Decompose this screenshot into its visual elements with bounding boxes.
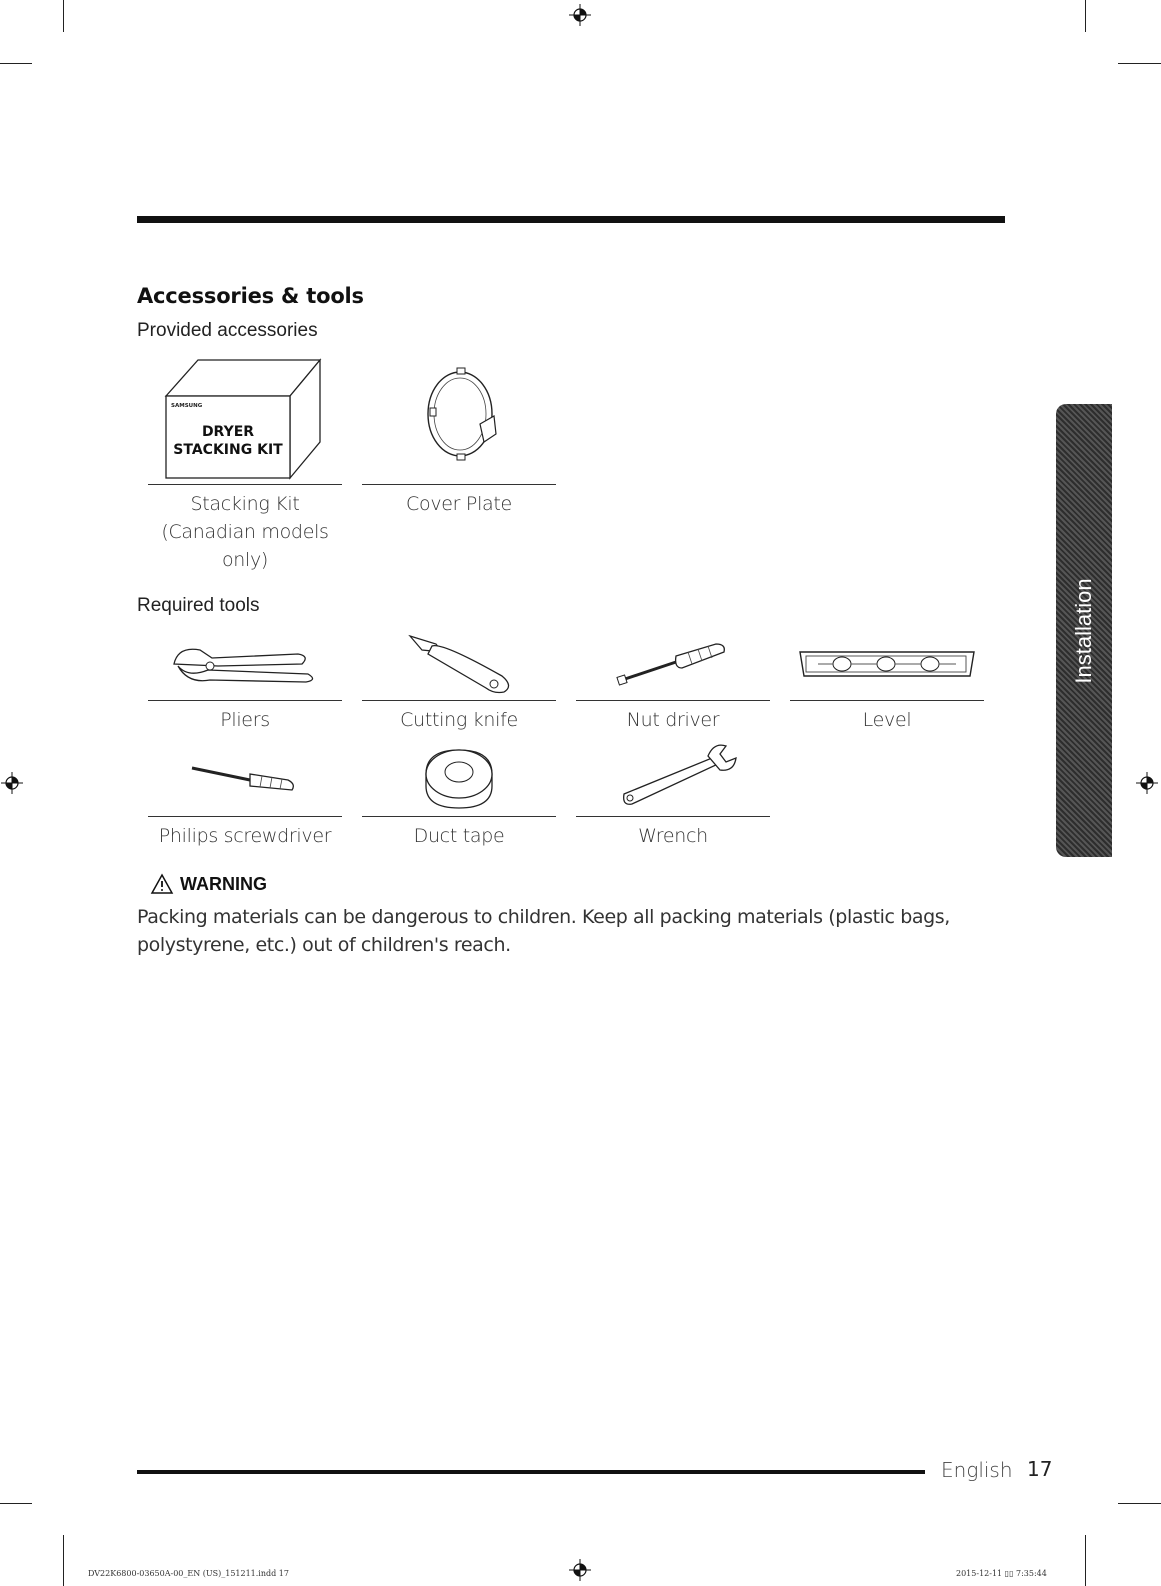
box-title-line2: STACKING KIT (173, 442, 283, 458)
item-rule (576, 816, 770, 817)
item-label: Nut driver (626, 709, 720, 731)
item-rule (148, 700, 342, 701)
side-tab-installation (1056, 404, 1112, 857)
warning-triangle-icon (150, 873, 174, 895)
pliers-icon (148, 636, 342, 698)
cover-plate-icon (362, 358, 556, 482)
duct-tape-icon (362, 742, 556, 812)
footer-language: English (941, 1458, 1013, 1482)
crop-mark (63, 0, 64, 32)
wrench-icon (576, 742, 770, 812)
item-label: Duct tape (413, 825, 505, 847)
crop-mark (1118, 1503, 1161, 1504)
side-tab-label: Installation (1071, 577, 1096, 684)
slug-left: DV22K6800-03650A-00_EN (US)_151211.indd 17 (88, 1569, 289, 1578)
item-label: Cover Plate (406, 493, 512, 515)
item-rule (790, 700, 984, 701)
registration-mark-icon (569, 4, 591, 26)
item-rule (148, 484, 342, 485)
item-rule (362, 700, 556, 701)
item-label: Pliers (220, 709, 270, 731)
page-number: 17 (1027, 1457, 1053, 1481)
footer-rule (137, 1470, 925, 1474)
crop-mark (0, 1503, 32, 1504)
item-rule (362, 816, 556, 817)
item-rule (148, 816, 342, 817)
item-label: Stacking Kit (Canadian models only) (161, 493, 329, 571)
warning-heading (150, 873, 267, 895)
cutting-knife-icon (362, 630, 556, 698)
required-tools-heading: Required tools (137, 595, 260, 616)
item-label: Cutting knife (400, 709, 518, 731)
level-icon (790, 644, 984, 684)
registration-mark-icon (1136, 772, 1158, 794)
item-label: Wrench (638, 825, 708, 847)
item-label: Level (862, 709, 912, 731)
item-label: Philips screwdriver (158, 825, 332, 847)
crop-mark (0, 63, 32, 64)
crop-mark (1118, 63, 1161, 64)
item-rule (362, 484, 556, 485)
registration-mark-icon (569, 1559, 591, 1581)
box-brand-text: SAMSUNG (171, 403, 203, 409)
top-rule (137, 216, 1005, 223)
screwdriver-icon (148, 748, 342, 812)
registration-mark-icon (1, 772, 23, 794)
section-title: Accessories & tools (137, 284, 364, 308)
warning-text: Packing materials can be dangerous to children. Keep all packing materials (plastic bags, polystyrene, etc.) out of children's reach. (137, 906, 950, 956)
stacking-kit-box-icon (148, 356, 342, 484)
warning-title: WARNING (180, 873, 267, 894)
slug-right: 2015-12-11 ▯▯ 7:35:44 (956, 1569, 1047, 1578)
box-title-line1: DRYER (201, 424, 255, 440)
item-rule (576, 700, 770, 701)
provided-accessories-heading: Provided accessories (137, 320, 318, 341)
nut-driver-icon (576, 638, 770, 698)
crop-mark (63, 1535, 64, 1586)
crop-mark (1085, 0, 1086, 32)
crop-mark (1085, 1535, 1086, 1586)
